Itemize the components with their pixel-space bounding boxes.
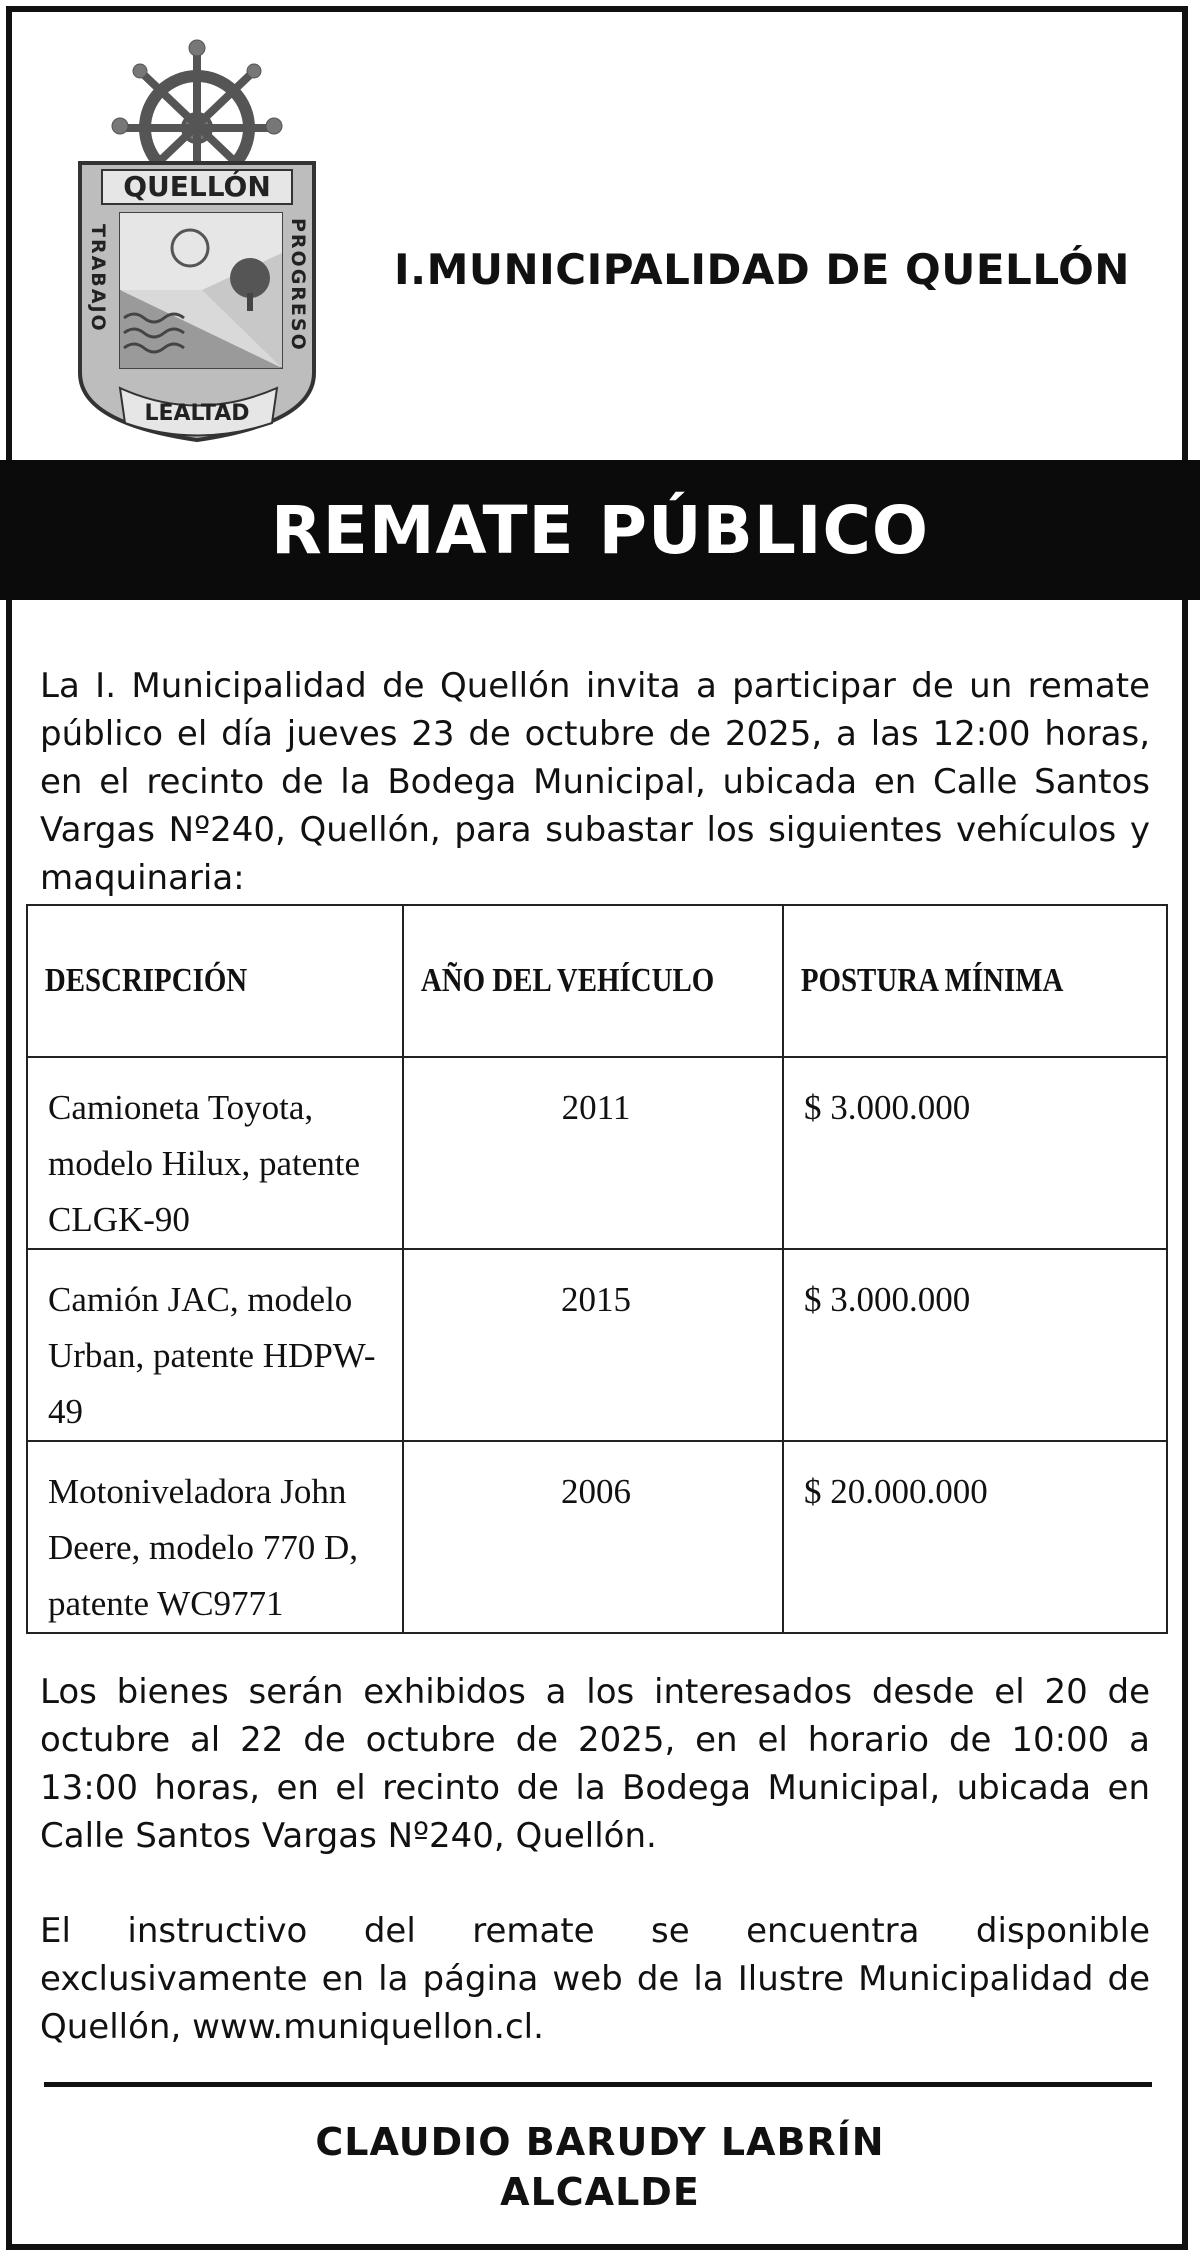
logo-right-motto: PROGRESO: [287, 218, 309, 352]
row-year: 2006: [403, 1441, 783, 1633]
header-min-bid: POSTURA MÍNIMA: [783, 905, 1109, 1057]
row-min-bid: $ 3.000.000: [783, 1057, 1167, 1249]
logo-bottom-motto: LEALTAD: [144, 401, 250, 426]
signature-divider: [44, 2082, 1152, 2087]
instructions-paragraph: El instructivo del remate se encuentra disponible exclusivamente en la página web de la Ilustre Municipalidad de Quellón, www.muniquellon.cl.: [40, 1911, 1150, 2047]
table-row: [27, 1441, 1167, 1633]
table-header-row: [27, 905, 1167, 1057]
row-description: Camioneta Toyota, modelo Hilux, patente CLGK-90: [27, 1057, 403, 1249]
row-min-bid: $ 20.000.000: [783, 1441, 1167, 1633]
row-description: Camión JAC, modelo Urban, patente HDPW-49: [27, 1249, 403, 1441]
auction-table: [26, 904, 1168, 1634]
municipal-coat-of-arms: [72, 28, 322, 448]
signatory-title: ALCALDE: [500, 2170, 700, 2214]
intro-paragraph: La I. Municipalidad de Quellón invita a participar de un remate público el día jueves 23 de octubre de 2025, a las 12:00 horas, en el recinto de la Bodega Municipal, ubicada en Calle Santos Vargas Nº240, Quellón, para subastar los siguientes vehículos y maquinaria:: [40, 666, 1150, 898]
table-row: [27, 1057, 1167, 1249]
row-min-bid: $ 3.000.000: [783, 1249, 1167, 1441]
table-row: [27, 1249, 1167, 1441]
signatory-name: CLAUDIO BARUDY LABRÍN: [315, 2120, 885, 2164]
logo-left-motto: TRABAJO: [87, 224, 109, 333]
logo-name-text: QUELLÓN: [123, 170, 271, 203]
row-year: 2011: [403, 1057, 783, 1249]
row-year: 2015: [403, 1249, 783, 1441]
ship-wheel-icon: [112, 40, 282, 180]
exhibition-paragraph: Los bienes serán exhibidos a los interesados desde el 20 de octubre al 22 de octubre de 2025, en el horario de 10:00 a 13:00 horas, en el recinto de la Bodega Municipal, ubicada en Calle Santos Vargas Nº240, Quellón.: [40, 1672, 1150, 1856]
header-year: AÑO DEL VEHÍCULO: [403, 905, 726, 1057]
organization-title: I.MUNICIPALIDAD DE QUELLÓN: [394, 245, 1130, 294]
notice-title: REMATE PÚBLICO: [270, 492, 930, 569]
row-description: Motoniveladora John Deere, modelo 770 D, patente WC9771: [27, 1441, 403, 1633]
header-description: DESCRIPCIÓN: [27, 905, 347, 1057]
